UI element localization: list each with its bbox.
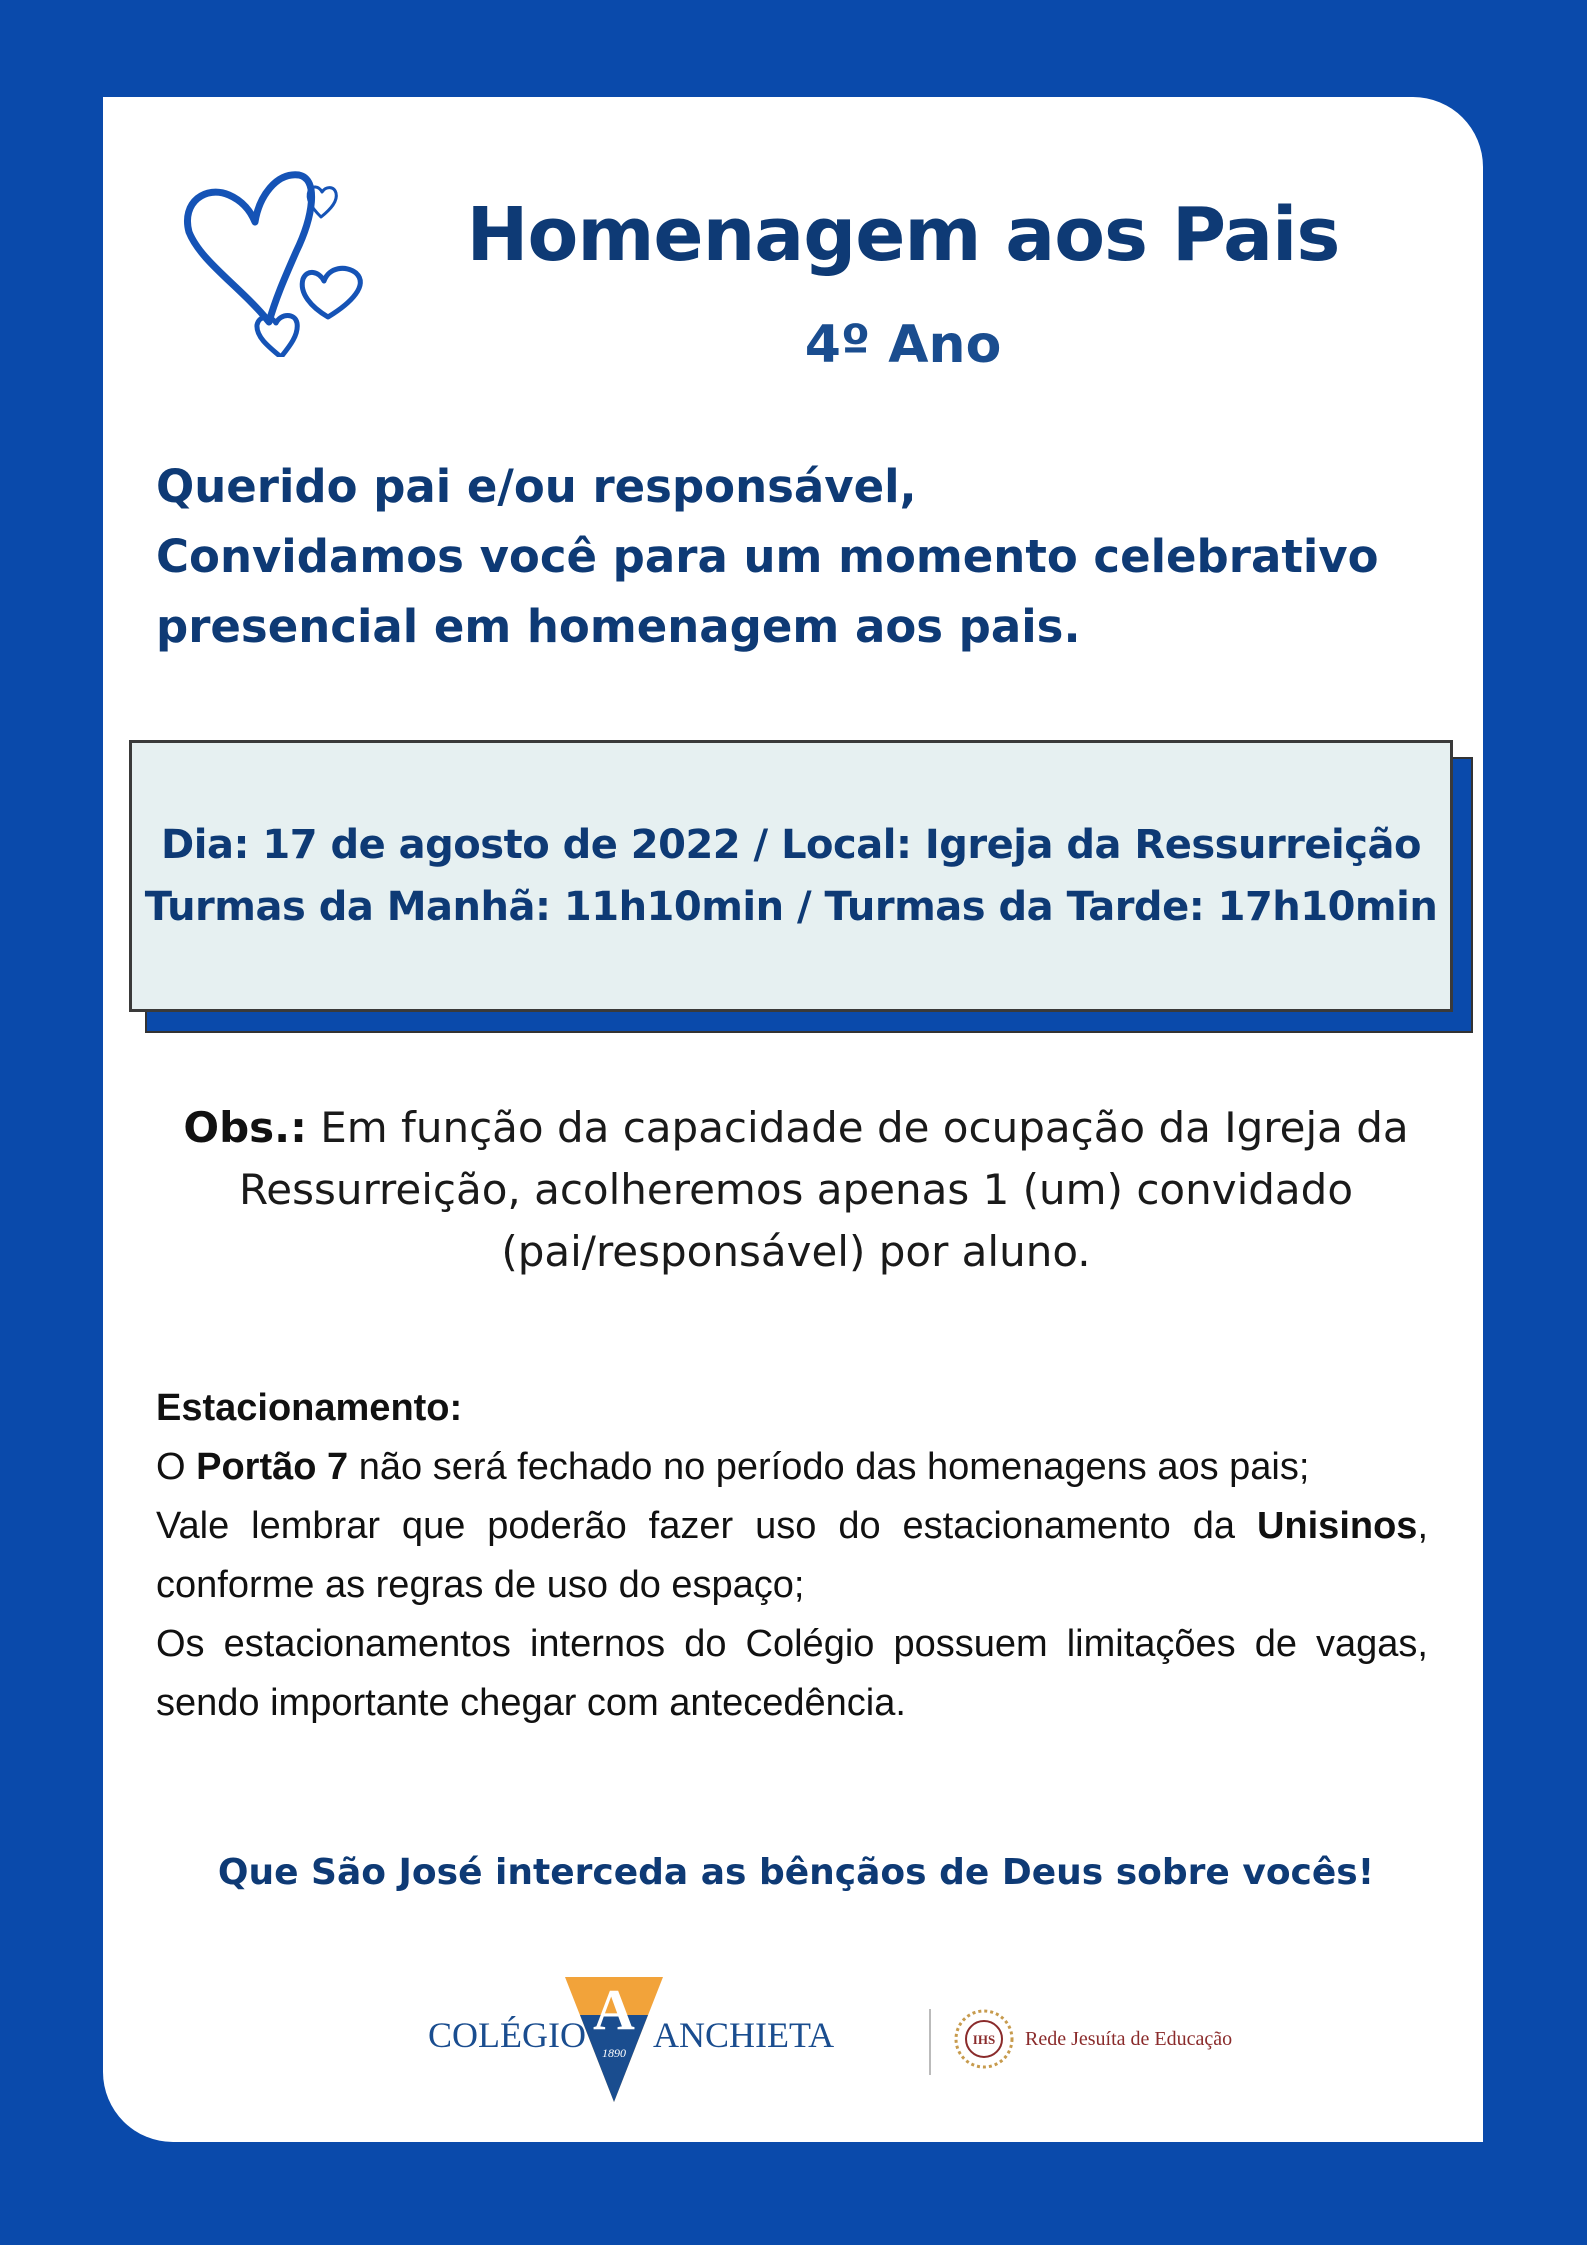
parking-paragraph (156, 1497, 1428, 1615)
text: O (156, 1446, 197, 1488)
parking-section (156, 1379, 1428, 1733)
flyer-card (103, 97, 1483, 2142)
logo-network: Rede Jesuíta de Educação (1025, 2028, 1233, 2050)
parking-heading: Estacionamento: (156, 1387, 463, 1429)
text: não será fechado no período das homenagens aos pais; (348, 1446, 1310, 1488)
intro-line: presencial em homenagem aos pais. (156, 600, 1081, 653)
observation-label: Obs.: (183, 1103, 307, 1152)
event-info-box (129, 740, 1453, 1012)
parking-paragraph: Os estacionamentos internos do Colégio possuem limitações de vagas, sendo importante chegar com antecedência. (156, 1623, 1428, 1724)
hearts-icon (181, 167, 381, 357)
text: , conforme as regras de uso do espaço; (156, 1505, 1428, 1606)
intro-line: Convidamos você para um momento celebrativo (156, 530, 1379, 583)
gate-label: Portão 7 (196, 1446, 349, 1488)
observation (156, 1097, 1436, 1283)
observation-text: Em função da capacidade de ocupação da Igreja da Ressurreição, acolheremos apenas 1 (um) convidado (pai/responsável) por aluno. (238, 1103, 1409, 1276)
school-logos (428, 1977, 1248, 2117)
intro-line: Querido pai e/ou responsável, (156, 460, 917, 513)
logo-year: 1890 (602, 2046, 626, 2060)
event-date-location: Dia: 17 de agosto de 2022 / Local: Igreja da Ressurreição (161, 822, 1421, 868)
unisinos-label: Unisinos (1256, 1505, 1418, 1547)
seal-text: IHS (972, 2032, 996, 2047)
logo-colegio: COLÉGIO (428, 2015, 586, 2055)
rede-jesuita-logo (956, 2011, 1232, 2067)
blessing-text: Que São José interceda as bênçãos de Deus sobre vocês! (217, 1852, 1375, 1893)
page-subtitle: 4º Ano (804, 315, 1002, 375)
intro-text (156, 452, 1456, 662)
logo-anchieta: ANCHIETA (653, 2015, 835, 2055)
svg-text:A: A (593, 1977, 635, 2042)
text: Vale lembrar que poderão fazer uso do estacionamento da (156, 1505, 1257, 1547)
colegio-anchieta-logo (428, 1977, 834, 2102)
page-title: Homenagem aos Pais (466, 192, 1340, 278)
parking-paragraph (156, 1438, 1428, 1497)
event-times: Turmas da Manhã: 11h10min / Turmas da Tarde: 17h10min (144, 884, 1438, 930)
